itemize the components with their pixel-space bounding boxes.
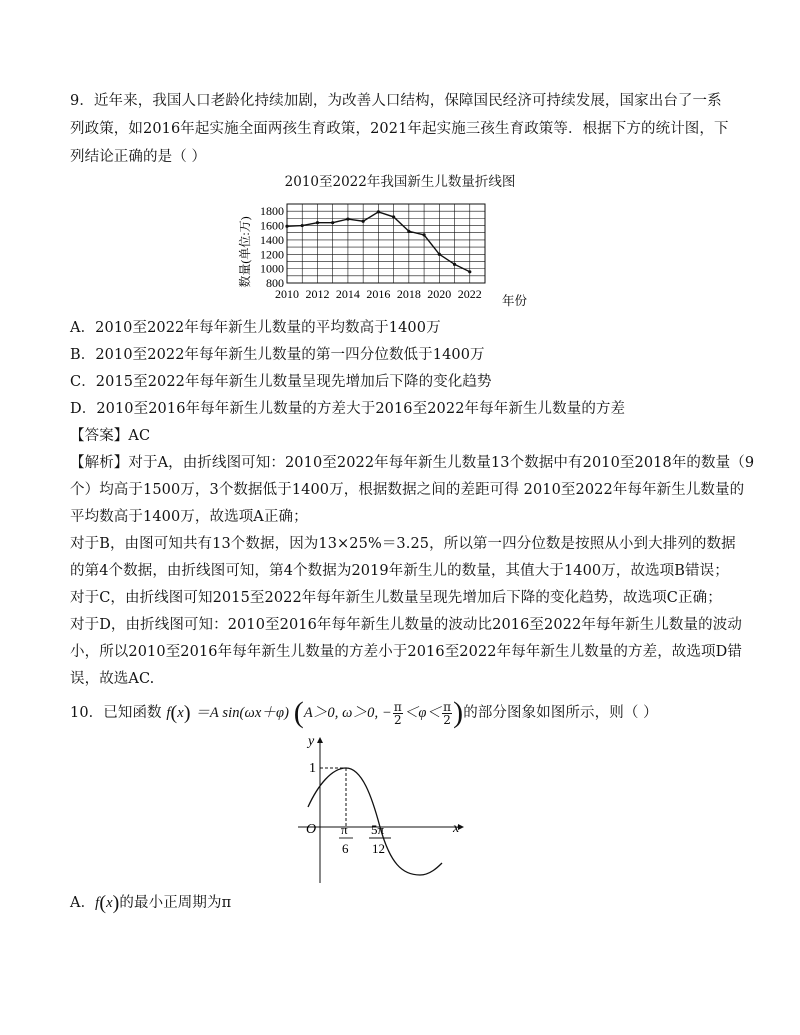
data-point xyxy=(331,221,334,224)
data-point xyxy=(392,215,395,218)
q9-option-c: C．2015至2022年每年新生儿数量呈现先增加后下降的变化趋势 xyxy=(70,374,492,390)
y-tick-label: 1400 xyxy=(260,232,284,247)
sine-graph xyxy=(290,735,470,885)
q10-cond-left: A＞0, ω＞0, − xyxy=(303,705,392,721)
analysis-line: 平均数高于1400万，故选项A正确； xyxy=(70,509,308,525)
q10-frac-left: $\frac{\pi}{2}$ xyxy=(393,699,402,727)
chart-grid xyxy=(287,204,485,283)
chart-title: 2010至2022年我国新生儿数量折线图 xyxy=(284,174,516,190)
analysis-line: 【解析】对于A，由折线图可知：2010至2022年每年新生儿数量13个数据中有2010至2018年的数量（9 xyxy=(70,455,755,471)
q9-stem-line3: 列结论正确的是（ ） xyxy=(70,149,207,165)
x-axis-label: x xyxy=(453,821,460,836)
data-point xyxy=(285,225,288,228)
origin-label: O xyxy=(306,822,317,837)
analysis-line: 对于B，由图可知共有13个数据，因为13×25%＝3.25，所以第一四分位数是按照从小到大排列的数据 xyxy=(70,536,736,552)
analysis-line: 小，所以2010至2016年每年新生儿数量的方差小于2016至2022年每年新生儿数量的方差，故选项D错 xyxy=(70,644,742,660)
x-tick-label: 2018 xyxy=(396,287,421,301)
x-tick-label: 2022 xyxy=(457,287,482,301)
births-line-chart xyxy=(230,192,530,312)
data-point xyxy=(468,270,471,273)
data-point xyxy=(453,263,456,266)
y-axis-arrow xyxy=(317,737,323,743)
x-tick-label: 2020 xyxy=(427,287,452,301)
max-value-label: 1 xyxy=(309,761,316,776)
y-tick-label: 1000 xyxy=(260,261,284,276)
y-tick-label: 800 xyxy=(266,276,284,290)
pi-over-6-den: 6 xyxy=(342,841,349,856)
q9-option-a: A．2010至2022年每年新生儿数量的平均数高于1400万 xyxy=(70,320,441,336)
q9-option-b: B．2010至2022年每年新生儿数量的第一四分位数低于1400万 xyxy=(70,347,485,363)
chart-ticks xyxy=(260,204,482,301)
q10-func-def: ＝A sin(ωx＋φ) xyxy=(195,705,290,721)
q10-func-name: f xyxy=(166,705,171,721)
data-point xyxy=(362,220,365,223)
plot-frame xyxy=(287,204,485,283)
five-pi-over-12-den: 12 xyxy=(372,841,385,856)
x-axis-label: 年份 xyxy=(502,294,528,308)
q10-number: 10．已知函数 xyxy=(70,705,162,721)
data-point xyxy=(407,230,410,233)
analysis-line: 个）均高于1500万，3个数据低于1400万，根据数据之间的差距可得 2010至2022年每年新生儿数量的 xyxy=(70,482,745,498)
x-tick-label: 2014 xyxy=(335,287,360,301)
analysis-line: 误，故选AC. xyxy=(70,671,155,687)
x-tick-label: 2012 xyxy=(305,287,330,301)
y-axis-label: y xyxy=(308,735,315,749)
five-pi-over-12-num: 5π xyxy=(371,822,385,837)
q9-stem-line2: 列政策，如2016年起实施全面两孩生育政策，2021年起实施三孩生育政策等．根据下方的统计图，下 xyxy=(70,121,729,137)
y-tick-label: 1800 xyxy=(260,204,284,219)
pi-over-6-num: π xyxy=(341,822,348,837)
x-tick-label: 2010 xyxy=(275,287,299,301)
data-point xyxy=(438,253,441,256)
y-tick-label: 1600 xyxy=(260,218,284,233)
analysis-line: 对于D，由折线图可知：2010至2016年每年新生儿数量的波动比2016至2022年每年新生儿数量的波动 xyxy=(70,617,742,633)
q9-stem-line1: 9．近年来，我国人口老龄化持续加剧，为改善人口结构，保障国民经济可持续发展，国家出台了一系 xyxy=(70,93,722,109)
q10-cond-mid: ＜φ＜ xyxy=(403,705,442,721)
q10-frac-right: $\frac{\pi}{2}$ xyxy=(443,699,452,727)
data-point xyxy=(301,224,304,227)
data-point xyxy=(377,210,380,213)
q10-option-a: A．f(x)的最小正周期为π xyxy=(70,892,232,914)
x-tick-label: 2016 xyxy=(366,287,391,301)
q9-answer: 【答案】AC xyxy=(70,428,151,444)
q10-func-var: x xyxy=(177,705,184,721)
data-point xyxy=(422,233,425,236)
analysis-line: 的第4个数据，由折线图可知，第4个数据为2019年新生儿的数量，其值大于1400万，故选项B错误； xyxy=(70,563,729,579)
q9-option-d: D．2010至2016年每年新生儿数量的方差大于2016至2022年每年新生儿数量的方差 xyxy=(70,401,626,417)
y-tick-label: 1200 xyxy=(260,247,284,262)
y-axis-label: 数量(单位:万) xyxy=(238,216,252,288)
data-point xyxy=(316,221,319,224)
q10-stem: 10．已知函数 f(x) ＝A sin(ωx＋φ) (A＞0, ω＞0, − $\frac{\pi}{2}$ ＜φ＜ $\frac{\pi}{2}$ )的部分图象如图所示，则（ ） xyxy=(70,696,658,729)
q10-stem-tail: 的部分图象如图所示，则（ ） xyxy=(463,705,658,721)
analysis-line: 对于C，由折线图可知2015至2022年每年新生儿数量呈现先增加后下降的变化趋势，故选项C正确； xyxy=(70,590,722,606)
data-point xyxy=(346,217,349,220)
